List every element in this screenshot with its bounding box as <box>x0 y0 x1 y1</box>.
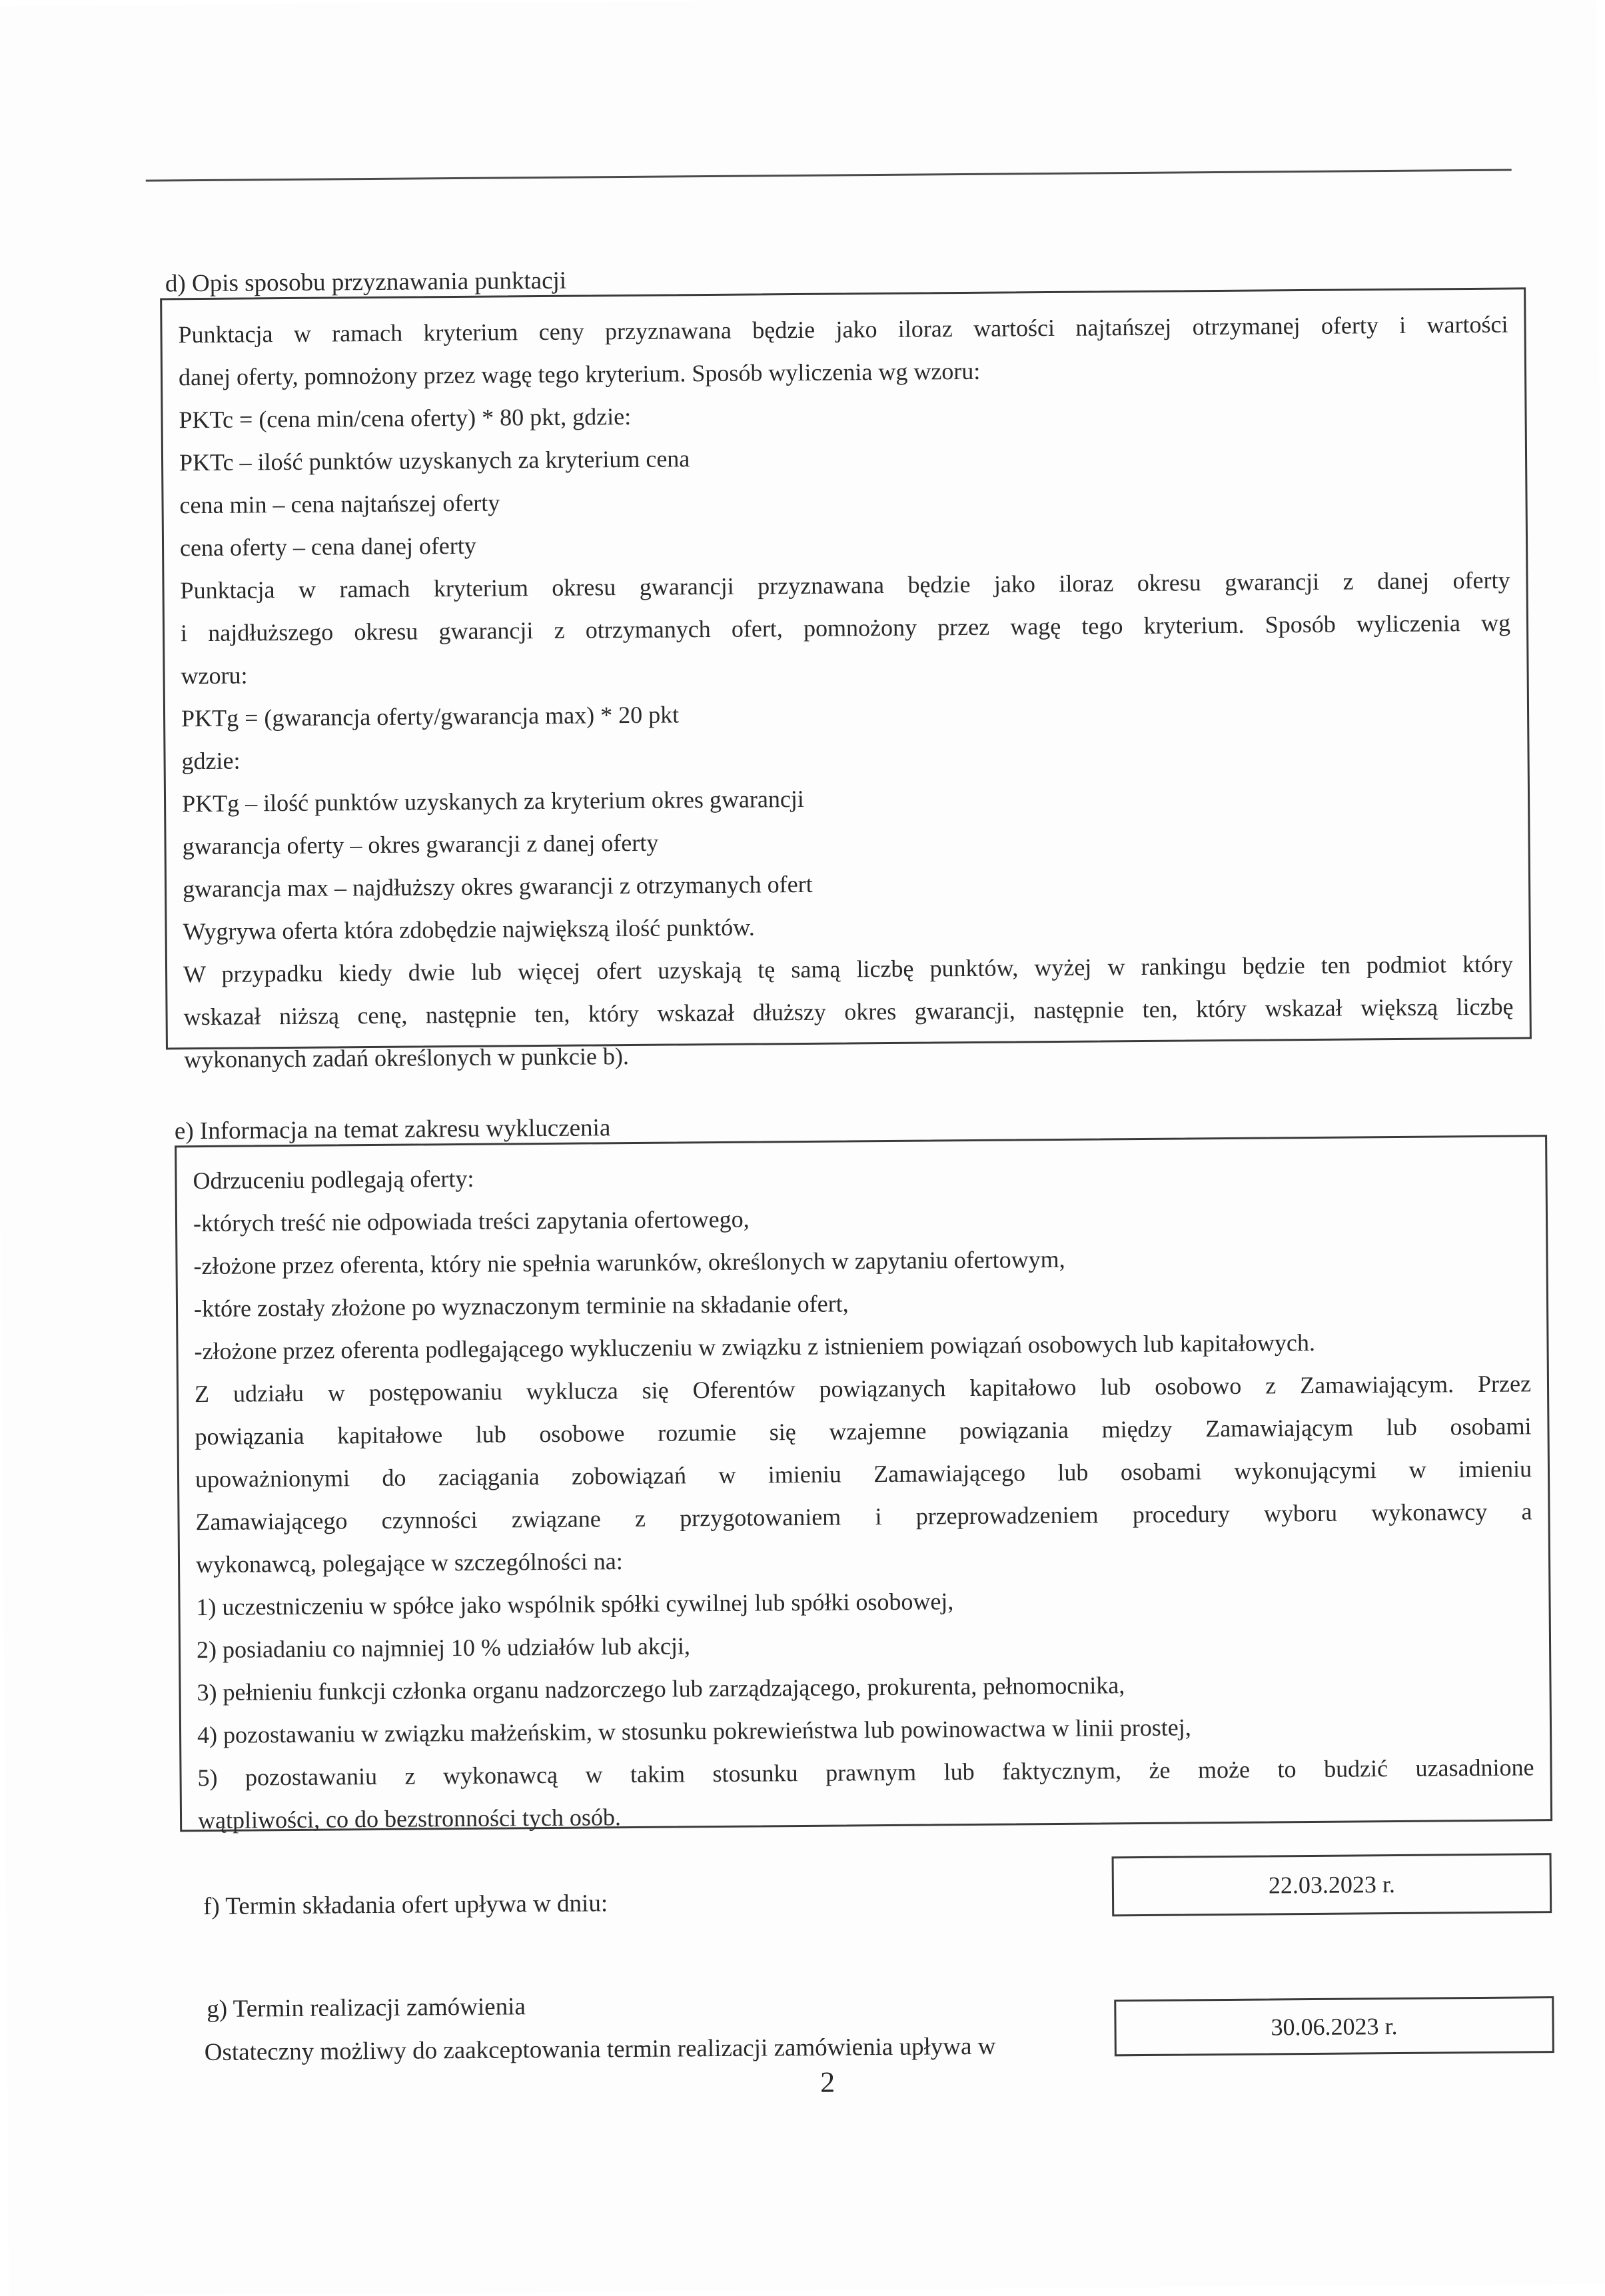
submission-deadline-date: 22.03.2023 r. <box>1268 1871 1396 1899</box>
formula-line: PKTc = (cena min/cena oferty) * 80 pkt, gdzie: <box>179 402 632 434</box>
text-line: gdzie: <box>181 747 241 775</box>
text-line: Zamawiającego czynności związane z przygotowaniem i przeprowadzeniem procedury wyboru wykonawcy a <box>195 1498 1532 1536</box>
text-line: upoważnionymi do zaciągania zobowiązań w imieniu Zamawiającego lub osobami wykonującymi w imieniu <box>195 1455 1532 1493</box>
text-line: Wygrywa oferta która zdobędzie największą ilość punktów. <box>183 913 755 945</box>
text-line: cena oferty – cena danej oferty <box>179 532 476 562</box>
text-line: danej oferty, pomnożony przez wagę tego kryterium. Sposób wyliczenia wg wzoru: <box>178 357 981 391</box>
list-item: 3) pełnieniu funkcji członka organu nadzorczego lub zarządzającego, prokurenta, pełnomocnika, <box>197 1672 1125 1706</box>
header-rule <box>146 169 1512 182</box>
text-line: Odrzuceniu podlegają oferty: <box>193 1165 474 1195</box>
list-item: 4) pozostawaniu w związku małżeńskim, w stosunku pokrewieństwa lub powinowactwa w linii prostej, <box>197 1714 1191 1749</box>
text-line: Punktacja w ramach kryterium ceny przyznawana będzie jako iloraz wartości najtańszej otrzymanej oferty i wartości <box>178 310 1508 348</box>
text-line: wątpliwości, co do bezstronności tych osób. <box>197 1804 622 1834</box>
text-line: PKTg – ilość punktów uzyskanych za kryterium okres gwarancji <box>181 785 805 818</box>
section-d-content <box>178 303 1514 1081</box>
text-line: PKTc – ilość punktów uzyskanych za kryterium cena <box>179 445 690 476</box>
text-line: powiązania kapitałowe lub osobowe rozumie się wzajemne powiązania między Zamawiającym lub osobami <box>195 1413 1532 1450</box>
page-number: 2 <box>820 2065 835 2099</box>
text-line: cena min – cena najtańszej oferty <box>179 489 500 519</box>
text-line: wzoru: <box>181 662 248 690</box>
text-line: W przypadku kiedy dwie lub więcej ofert uzyskają tę samą liczbę punktów, wyżej w rankingu będzie ten podmiot który <box>183 950 1514 988</box>
list-item: -złożone przez oferenta podlegającego wykluczeniu w związku z istnieniem powiązań osobowych lub kapitałowych. <box>194 1329 1316 1365</box>
text-line: wykonanych zadań określonych w punkcie b). <box>183 1043 630 1073</box>
formula-line: PKTg = (gwarancja oferty/gwarancja max) * 20 pkt <box>181 701 680 732</box>
section-e-content <box>193 1149 1534 1842</box>
text-line: Punktacja w ramach kryterium okresu gwarancji przyznawana będzie jako iloraz okresu gwarancji z danej oferty <box>180 566 1510 604</box>
text-line: gwarancja oferty – okres gwarancji z danej oferty <box>182 829 659 860</box>
submission-deadline-box <box>1112 1853 1552 1916</box>
completion-deadline-label: Ostateczny możliwy do zaakceptowania termin realizacji zamówienia upływa w <box>204 2032 996 2067</box>
submission-deadline-label: f) Termin składania ofert upływa w dniu: <box>203 1890 608 1921</box>
section-d-heading: d) Opis sposobu przyznawania punktacji <box>165 267 567 298</box>
text-line: gwarancja max – najdłuższy okres gwarancji z otrzymanych ofert <box>182 870 813 903</box>
section-d-box <box>160 287 1532 1073</box>
section-g-heading: g) Termin realizacji zamówienia <box>207 1993 526 2023</box>
section-e-box <box>175 1135 1552 1832</box>
list-item: -które zostały złożone po wyznaczonym terminie na składanie ofert, <box>193 1290 849 1323</box>
list-item: 1) uczestniczeniu w spółce jako wspólnik spółki cywilnej lub spółki osobowej, <box>196 1588 954 1621</box>
list-item: 2) posiadaniu co najmniej 10 % udziałów lub akcji, <box>196 1632 691 1664</box>
text-line: i najdłuższego okresu gwarancji z otrzymanych ofert, pomnożony przez wagę tego kryterium. Sposób wyliczenia wg <box>180 609 1511 647</box>
list-item: -złożone przez oferenta, który nie spełnia warunków, określonych w zapytaniu ofertowym, <box>193 1245 1065 1280</box>
text-line: Z udziału w postępowaniu wyklucza się Oferentów powiązanych kapitałowo lub osobowo z Zamawiającym. Przez <box>194 1370 1532 1408</box>
list-item: 5) pozostawaniu z wykonawcą w takim stosunku prawnym lub faktycznym, że może to budzić uzasadnione <box>197 1754 1534 1792</box>
section-e-heading: e) Informacja na temat zakresu wykluczenia <box>174 1114 611 1145</box>
text-line: wykonawcą, polegające w szczególności na: <box>195 1548 623 1578</box>
completion-deadline-box <box>1114 1996 1554 2056</box>
text-line: wskazał niższą cenę, następnie ten, który wskazał dłuższy okres gwarancji, następnie ten, który wskazał większą liczbę <box>183 993 1514 1031</box>
completion-deadline-date: 30.06.2023 r. <box>1271 2012 1398 2041</box>
list-item: -których treść nie odpowiada treści zapytania ofertowego, <box>193 1205 750 1237</box>
